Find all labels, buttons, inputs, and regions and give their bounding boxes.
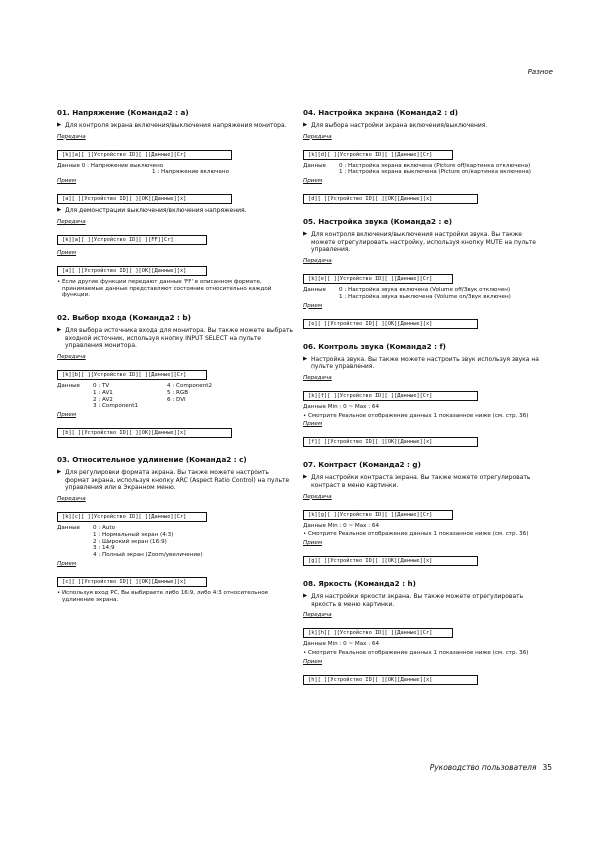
section-05-mute bbox=[303, 217, 541, 331]
bullet-text: ▶ Для настройки яркости экрана. Вы также можете отрегулировать яркость в меню картинки. bbox=[303, 593, 541, 608]
transmit-code: [k][h][ ][Устройство ID][ ][Данные][Cr] bbox=[303, 628, 453, 638]
receive-label: Прием bbox=[303, 178, 323, 185]
data-option: 0 : Настройка звука включена (Volume off/Звук отключен) bbox=[339, 286, 511, 293]
receive-label: Прием bbox=[303, 540, 323, 547]
transmit-code: [k][g][ ][Устройство ID][ ][Данные][Cr] bbox=[303, 510, 453, 520]
data-prefix: Данные bbox=[303, 286, 326, 293]
input-option: 0 : TV bbox=[93, 382, 110, 389]
transmit-code: [k][a][ ][Устройство ID][ ][FF][Cr] bbox=[57, 235, 207, 245]
transmit-label: Передача bbox=[57, 495, 86, 502]
data-prefix: Данные bbox=[57, 524, 80, 531]
section-note: • Используя вход PC, Вы выбираете либо 16:9, либо 4:3 относительное удлинение экрана. bbox=[57, 590, 295, 604]
input-list-left bbox=[93, 383, 155, 410]
data-option: 1 : Нормальный экран (4:3) bbox=[93, 531, 174, 538]
data-range: Данные Min : 0 ~ Max : 64 bbox=[303, 641, 380, 648]
transmit-label: Передача bbox=[303, 374, 332, 381]
section-note: • Смотрите Реальное отображение данных 1 показанное ниже (см. стр. 36) bbox=[303, 413, 541, 420]
section-heading: 02. Выбор входа (Команда2 : b) bbox=[57, 313, 191, 323]
transmit-code: [k][f][ ][Устройство ID][ ][Данные][Cr] bbox=[303, 391, 478, 401]
section-heading: 08. Яркость (Команда2 : h) bbox=[303, 579, 416, 589]
section-heading: 04. Настройка экрана (Команда2 : d) bbox=[303, 108, 459, 117]
section-02-input bbox=[57, 313, 295, 441]
receive-label: Прием bbox=[57, 178, 77, 185]
data-prefix: Данные bbox=[303, 162, 326, 169]
receive-code: [f][ ][Устройство ID][ ][OK][Данные][x] bbox=[303, 437, 478, 447]
bullet-text: ▶ Для контроля включения/выключения настройки звука. Вы также можете отрегулировать настройку, используя кнопку MUTE на пульте управления. bbox=[303, 231, 541, 254]
data-items bbox=[339, 163, 541, 177]
transmit-code: [k][b][ ][Устройство ID][ ][Данные][Cr] bbox=[57, 370, 207, 380]
input-option: 1 : AV1 bbox=[93, 389, 113, 396]
section-note: • Смотрите Реальное отображение данных 1 показанное ниже (см. стр. 36) bbox=[303, 531, 541, 538]
input-option: 6 : DVI bbox=[167, 396, 186, 403]
receive-label: Прием bbox=[303, 658, 323, 665]
data-range: Данные Min : 0 ~ Max : 64 bbox=[303, 403, 380, 410]
data-range: Данные Min : 0 ~ Max : 64 bbox=[303, 522, 380, 529]
data-items bbox=[339, 287, 541, 301]
transmit-code: [k][e][ ][Устройство ID][ ][Данные][Cr] bbox=[303, 274, 453, 284]
transmit-label: Передача bbox=[303, 257, 332, 264]
section-07-contrast bbox=[303, 460, 541, 569]
input-option: 3 : Component1 bbox=[93, 403, 139, 410]
transmit-code: [k][c][ ][Устройство ID][ ][Данные][Cr] bbox=[57, 512, 207, 522]
receive-label: Прием bbox=[303, 421, 323, 428]
data-prefix: Данные bbox=[57, 382, 80, 389]
transmit-label: Передача bbox=[57, 133, 86, 140]
bullet-text: ▶ Для выбора источника входа для монитора. Вы также можете выбрать входной источник, используя кнопку INPUT SELECT на пульте управления монитора. bbox=[57, 327, 295, 350]
bullet-text: ▶ Для регулировки формата экрана. Вы также можете настроить формат экрана, используя кнопку ARC (Aspect Ratio Control) на пульте управления или в Экранном меню. bbox=[57, 469, 295, 492]
bullet-text: ▶ Для выбора настройки экрана включения/выключения. bbox=[303, 122, 541, 130]
receive-code: [g][ ][Устройство ID][ ][OK][Данные][x] bbox=[303, 556, 478, 566]
section-08-brightness bbox=[303, 579, 541, 688]
left-column bbox=[57, 108, 295, 614]
bullet-text: ▶ Для контроля экрана включения/выключения напряжения монитора. bbox=[57, 122, 295, 130]
section-01-power bbox=[57, 108, 295, 299]
input-values bbox=[57, 383, 295, 410]
data-values bbox=[57, 163, 295, 177]
bullet-text: ▶ Настройка звука. Вы также можете настроить звук используя звука на пульте управления. bbox=[303, 356, 541, 371]
data-values bbox=[303, 163, 541, 177]
bullet-text: ▶ Для демонстрации выключения/включения напряжения. bbox=[57, 207, 295, 215]
transmit-code: [k][a][ ][Устройство ID][ ][Данные][Cr] bbox=[57, 150, 232, 160]
receive-label: Прием bbox=[57, 412, 77, 419]
receive-code: [a][ ][Устройство ID][ ][OK][Данные][x] bbox=[57, 266, 207, 276]
section-note: • Если другие функции передают данные 'FF' в описанном формате, принимаемые данные представляют состояние относительно каждой функции. bbox=[57, 279, 295, 299]
input-option: 2 : AV2 bbox=[93, 396, 113, 403]
footer-title: Руководство пользователя bbox=[429, 763, 537, 772]
receive-label: Прием bbox=[303, 302, 323, 309]
input-option: 4 : Component2 bbox=[167, 382, 213, 389]
transmit-label: Передача bbox=[57, 353, 86, 360]
data-option: 3 : 14:9 bbox=[93, 545, 115, 552]
data-value-1: 1 : Напряжение включено bbox=[152, 169, 229, 176]
data-option: 4 : Полный экран (Zoom/увеличение) bbox=[93, 552, 203, 559]
receive-label: Прием bbox=[57, 560, 77, 567]
page-number: 35 bbox=[542, 763, 552, 772]
section-04-screen bbox=[303, 108, 541, 207]
data-option: 0 : Настройка экрана включена (Picture off/картинка отключена) bbox=[339, 162, 531, 169]
transmit-code: [k][d][ ][Устройство ID][ ][Данные][Cr] bbox=[303, 150, 453, 160]
bullet-text: ▶ Для настройки контраста экрана. Вы также можете отрегулировать контраст в меню картинки. bbox=[303, 474, 541, 489]
data-values bbox=[303, 287, 541, 301]
receive-code: [h][ ][Устройство ID][ ][OK][Данные][x] bbox=[303, 675, 478, 685]
receive-label: Прием bbox=[57, 249, 77, 256]
transmit-label: Передача bbox=[303, 493, 332, 500]
section-heading: 06. Контроль звука (Команда2 : f) bbox=[303, 341, 446, 351]
receive-code: [b][ ][Устройство ID][ ][OK][Данные][x] bbox=[57, 428, 232, 438]
running-head: Разное bbox=[527, 68, 553, 76]
data-option: 1 : Настройка экрана выключена (Picture on/картинка включена) bbox=[339, 169, 531, 176]
right-column bbox=[303, 108, 541, 698]
input-option: 5 : RGB bbox=[167, 389, 189, 396]
section-heading: 01. Напряжение (Команда2 : a) bbox=[57, 108, 189, 117]
data-option: 0 : Auto bbox=[93, 524, 115, 531]
section-06-volume bbox=[303, 342, 541, 451]
transmit-label: Передача bbox=[303, 612, 332, 619]
transmit-label: Передача bbox=[57, 218, 86, 225]
data-option: 1 : Настройка звука выключена (Volume on/Звук включен) bbox=[339, 293, 511, 300]
transmit-label: Передача bbox=[303, 133, 332, 140]
data-option: 2 : Широкий экран (16:9) bbox=[93, 538, 167, 545]
data-value-0: Данные 0 : Напряжение выключено bbox=[57, 162, 164, 169]
section-03-aspect bbox=[57, 455, 295, 603]
input-list-right bbox=[167, 383, 295, 410]
section-heading: 07. Контраст (Команда2 : g) bbox=[303, 460, 421, 470]
receive-code: [e][ ][Устройство ID][ ][OK][Данные][x] bbox=[303, 319, 478, 329]
page-footer bbox=[430, 763, 552, 772]
receive-code: [a][ ][Устройство ID][ ][OK][Данные][x] bbox=[57, 194, 232, 204]
data-values bbox=[57, 525, 295, 559]
receive-code: [d][ ][Устройство ID][ ][OK][Данные][x] bbox=[303, 194, 478, 204]
section-heading: 03. Относительное удлинение (Команда2 : c) bbox=[57, 455, 247, 465]
section-heading: 05. Настройка звука (Команда2 : e) bbox=[303, 217, 453, 227]
section-note: • Смотрите Реальное отображение данных 1 показанное ниже (см. стр. 36) bbox=[303, 650, 541, 657]
receive-code: [c][ ][Устройство ID][ ][OK][Данные][x] bbox=[57, 577, 207, 587]
data-items bbox=[93, 525, 295, 559]
